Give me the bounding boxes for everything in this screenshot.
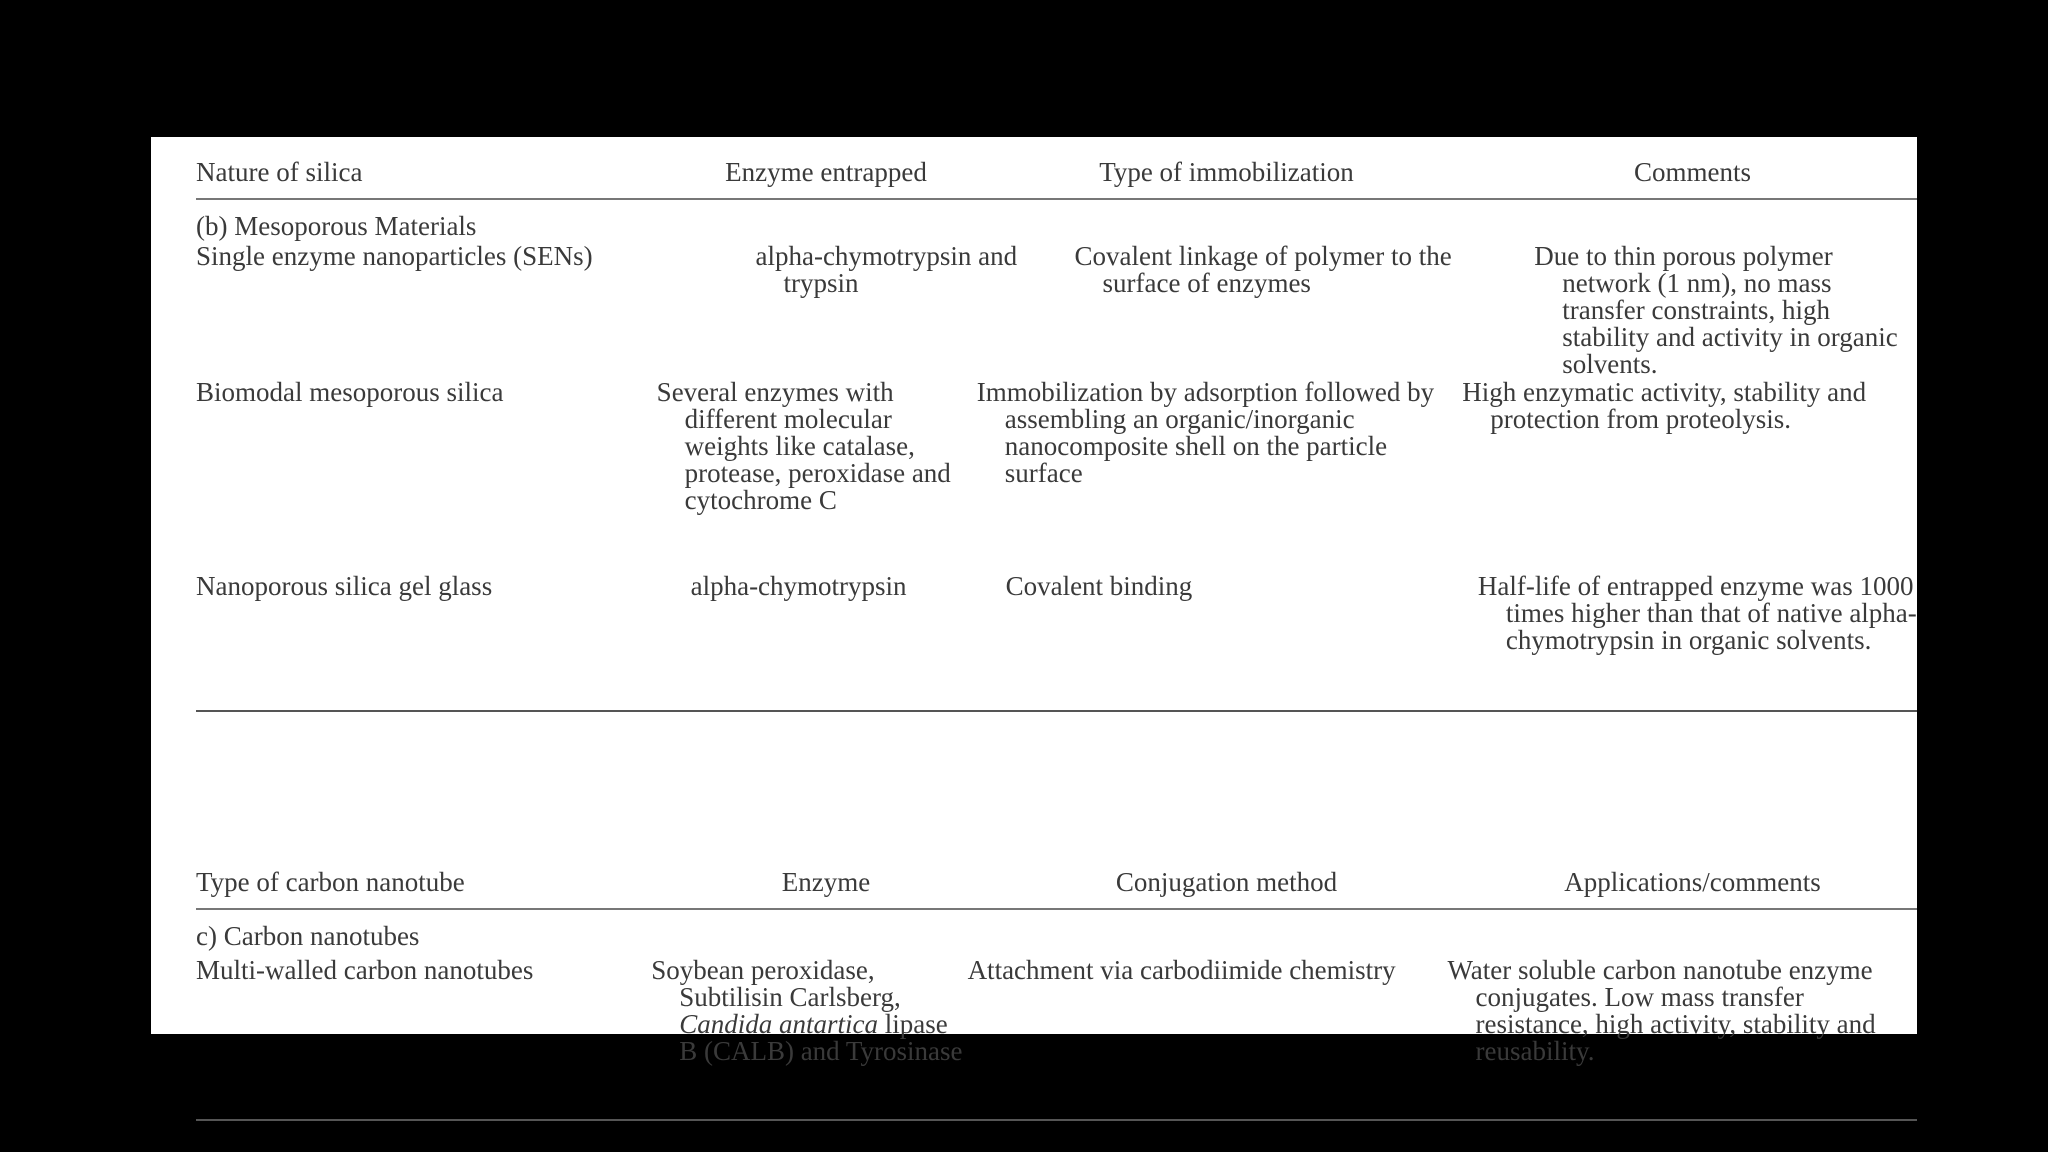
- cell-comments: Water soluble carbon nanotube enzyme conjugates. Low mass transfer resistance, high activity, stability and reusability.: [1447, 955, 1876, 1066]
- table-section-mesoporous: [196, 155, 1917, 712]
- cell-immobilization: Covalent linkage of polymer to the surface of enzymes: [1074, 241, 1452, 298]
- cell-immobilization: Immobilization by adsorption followed by assembling an organic/inorganic nanocomposite shell on the particle surface: [976, 377, 1435, 488]
- column-header-method: Conjugation method: [1115, 867, 1338, 897]
- section-divider: [196, 710, 1917, 712]
- cell-comments: Half-life of entrapped enzyme was 1000 times higher than that of native alpha-chymotrypsin in organic solvents.: [1477, 571, 1917, 655]
- enzyme-species-italic: Candida antartica: [679, 1009, 878, 1039]
- column-header-enzyme: Enzyme: [781, 867, 871, 897]
- group-label: (b) Mesoporous Materials: [196, 211, 477, 241]
- table-row: [196, 379, 1917, 573]
- cell-comments: High enzymatic activity, stability and protection from proteolysis.: [1462, 377, 1867, 434]
- cell-enzyme: Several enzymes with different molecular weights like catalase, protease, peroxidase and cytochrome C: [656, 377, 951, 515]
- table-page: [151, 137, 1917, 1066]
- cell-comments: Due to thin porous polymer network (1 nm), no mass transfer constraints, high stability and activity in organic solvents.: [1534, 241, 1898, 379]
- table-header-row: [196, 865, 1917, 910]
- cell-enzyme: alpha-chymotrypsin and trypsin: [755, 241, 1018, 298]
- cell-nature: Single enzyme nanoparticles (SENs): [196, 241, 593, 271]
- cell-enzyme: alpha-chymotrypsin: [690, 571, 907, 601]
- enzyme-text: lipase B (CALB) and Tyrosinase: [679, 1009, 963, 1066]
- cell-method: Attachment via carbodiimide chemistry: [967, 955, 1396, 985]
- table-section-carbon-nanotubes: [196, 865, 1917, 1121]
- group-label: c) Carbon nanotubes: [196, 921, 420, 951]
- table-row: [196, 573, 1917, 710]
- section-divider: [196, 1119, 1917, 1121]
- column-header-nature: Nature of silica: [196, 157, 363, 187]
- column-header-type: Type of carbon nanotube: [196, 867, 465, 897]
- table-row: [196, 951, 1917, 1119]
- column-header-immobilization: Type of immobilization: [1099, 157, 1354, 187]
- column-header-comments: Comments: [1633, 157, 1751, 187]
- cell-nature: Nanoporous silica gel glass: [196, 571, 493, 601]
- enzyme-text: Soybean peroxidase, Subtilisin Carlsberg,: [651, 955, 901, 1012]
- column-header-applications: Applications/comments: [1564, 867, 1821, 897]
- cell-nature: Biomodal mesoporous silica: [196, 377, 504, 407]
- table-row: [196, 241, 1917, 379]
- column-header-enzyme: Enzyme entrapped: [725, 157, 927, 187]
- cell-immobilization: Covalent binding: [1005, 571, 1193, 601]
- table-header-row: [196, 155, 1917, 200]
- cell-enzyme: [645, 957, 967, 1119]
- cell-type: Multi-walled carbon nanotubes: [196, 955, 534, 985]
